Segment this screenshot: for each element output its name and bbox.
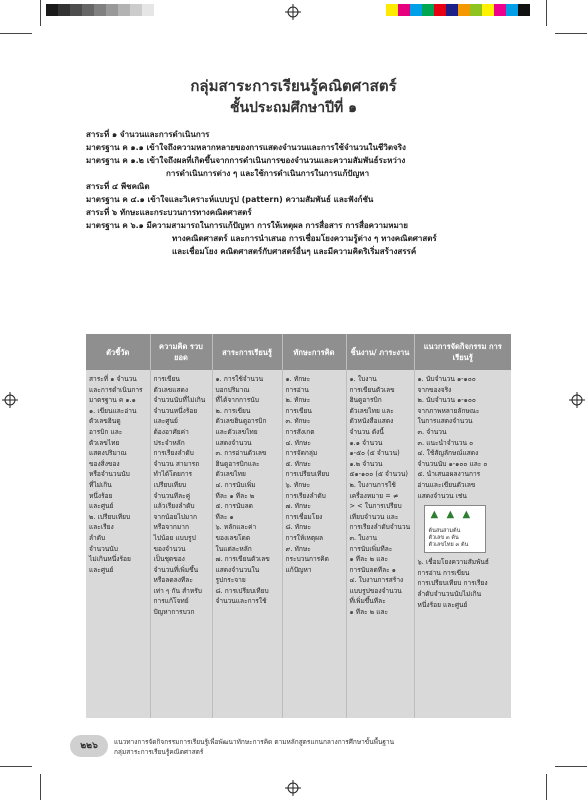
cell-concept	[150, 370, 212, 718]
color-swatch	[422, 4, 434, 16]
cell-text-line: ๑.๑ จำนวน	[349, 438, 383, 447]
cell-text-line: ไปน้อย แบบรูป	[153, 533, 196, 542]
color-swatch	[70, 4, 82, 16]
color-swatch	[118, 4, 130, 16]
standard-line-continued: การดำเนินการต่าง ๆ และใช้การดำเนินการในการแก้ปัญหา	[166, 169, 370, 178]
cell-text-line: ๕. ทักษะ	[285, 459, 311, 468]
cell-text-line: ทีละ ๑ ทีละ ๒	[215, 491, 255, 500]
cell-text-line: ในการแสดงจำนวน	[417, 417, 473, 426]
cell-text-line: จำนวนหนึ่งร้อย	[153, 406, 198, 415]
cell-text-line: รูปกระจาย	[215, 576, 246, 585]
cell-text-line: ๙. ทักษะ	[285, 544, 311, 553]
cell-text-line: การอ่าน การเขียน	[417, 568, 470, 577]
trees-figure	[424, 505, 486, 553]
crop-mark	[555, 766, 587, 767]
cell-text-line: การเขียน	[285, 406, 312, 415]
page-title: กลุ่มสาระการเรียนรู้คณิตศาสตร์	[190, 77, 397, 95]
cell-text-line: แสดงจำนวน	[215, 438, 252, 447]
cell-text-line: เป็นชุดของ	[153, 555, 185, 564]
crop-mark	[0, 766, 32, 767]
cell-text-line: การเปรียบเทียบ การเรียง	[417, 579, 488, 588]
cell-text-line: เทียบจำนวน และ	[349, 512, 399, 521]
header-thinking-skills: ทักษะการคิด	[282, 334, 346, 370]
cell-text-line: ตัวเลขแสดง	[153, 385, 189, 394]
crop-mark	[546, 774, 547, 800]
cell-text-line: จำนวนนับที่ไม่เกิน	[153, 396, 206, 405]
registration-mark-left-icon	[2, 392, 18, 408]
color-swatch	[106, 4, 118, 16]
cell-text-line: ๑. การใช้จำนวน	[215, 375, 264, 383]
cell-text-line: > < ในการเปรียบ	[349, 502, 402, 511]
color-swatch	[494, 4, 506, 16]
cell-text-line: เปรียบเทียบ	[153, 480, 187, 489]
cell-text-line: การจัดกลุ่ม	[285, 449, 318, 458]
cell-text-line: อ่านและเขียนตัวเลข	[417, 480, 476, 489]
cell-text-line: แสดงจำนวนใน	[215, 565, 260, 574]
cell-text-line: และเรียง	[89, 523, 114, 532]
color-swatch	[82, 4, 94, 16]
cell-text-line: ๑-๕๐ (๕ จำนวน)	[349, 449, 400, 458]
cell-text-line: ๒. ทักษะ	[285, 396, 311, 405]
cell-text-line: จำนวนทีละคู่	[153, 491, 191, 500]
tree-icon: ▲	[446, 509, 455, 521]
page-subtitle: ชั้นประถมศึกษาปีที่ ๑	[229, 100, 358, 116]
cell-text-line: มาตรฐาน ค ๑.๑	[89, 396, 136, 405]
cell-text-line: ๒. การเขียน	[215, 406, 251, 415]
color-swatch	[434, 4, 446, 16]
cell-text-line: ตัวเลขฮินดูอารบิก	[215, 417, 267, 426]
cell-text-line: จำนวนนับ	[89, 544, 118, 553]
cell-text-line: กระบวนการคิด	[285, 555, 329, 564]
cell-text-line: ๓. การอ่านตัวเลข	[215, 449, 267, 458]
cell-text-line: และตัวเลขไทย	[215, 427, 258, 436]
cell-text-line: ของจำนวน	[153, 544, 186, 553]
cell-text-line: ๓. จำนวน	[417, 427, 447, 436]
cell-text-line: ฮินดูอารบิก	[349, 396, 382, 405]
registration-mark-top-icon	[285, 4, 301, 20]
tree-icon: ▲	[462, 509, 471, 521]
cell-text-line: ๑. ทักษะ	[285, 375, 311, 383]
cell-text-line: ๒. เปรียบเทียบ	[89, 512, 131, 521]
cell-text-line: ตัวเลขไทย และ	[349, 406, 394, 415]
cell-text-line: การแก้โจทย์	[153, 597, 189, 606]
cell-text-line: การเขียน	[153, 375, 180, 383]
cell-text-line: การสังเกต	[285, 427, 315, 436]
color-swatch	[154, 4, 166, 16]
cell-text-line: ลำดับ	[89, 533, 106, 542]
cell-text-line: และศูนย์	[153, 417, 178, 426]
tree-icon: ▲	[430, 509, 439, 521]
color-swatch	[130, 4, 142, 16]
cell-text-line: ต้องอาศัยค่า	[153, 427, 189, 436]
cell-text-line: แสดงจำนวน เช่น	[417, 491, 467, 500]
cell-text-line: ๑ ทีละ ๒ และ	[349, 555, 389, 564]
cell-text-line: เครื่องหมาย = ≠	[349, 491, 399, 500]
color-swatch	[142, 4, 154, 16]
color-swatch	[46, 4, 58, 16]
standard-line: มาตรฐาน ค ๖.๑ มีความสามารถในการแก้ปัญหา การให้เหตุผล การสื่อสาร การสื่อความหมาย	[86, 221, 408, 230]
cell-text-line: หรือจากมาก	[153, 523, 189, 532]
registration-mark-bottom-icon	[285, 780, 301, 796]
color-swatch	[398, 4, 410, 16]
cell-text-line: การเขียนตัวเลข	[349, 385, 395, 394]
cell-text-line: การเชื่อมโยง	[285, 512, 323, 521]
crop-mark	[40, 774, 41, 800]
cell-text-line: จำนวนที่เพิ่มขึ้น	[153, 565, 199, 574]
cell-text-line: หรือจำนวนนับ	[89, 470, 130, 479]
color-swatch	[470, 4, 482, 16]
cell-text-line: แบบรูปของจำนวน	[349, 586, 402, 595]
cell-text-line: ปัญหาการบวก	[153, 608, 195, 617]
standard-line: มาตรฐาน ค ๑.๑ เข้าใจถึงความหลากหลายของการแสดงจำนวนและการใช้จำนวนในชีวิตจริง	[86, 143, 406, 152]
cell-text-line: ๑. นับจำนวน ๑-๑๐๐	[417, 375, 476, 383]
color-swatch	[446, 4, 458, 16]
cell-text-line: ไม่เกินหนึ่งร้อย	[89, 555, 131, 564]
cell-thinking-skills	[282, 370, 346, 718]
cell-text-line: ๔. ใบงานการสร้าง	[349, 576, 404, 585]
crop-mark	[0, 33, 32, 34]
cell-text-line: ที่ได้จากการนับ	[215, 396, 259, 405]
cell-text-line: ๑. เขียนและอ่าน	[89, 406, 137, 415]
figure-caption: ต้นสนสามต้น ตัวเลข ๓ ต้น ตัวเลขไทย ๓ ต้น	[428, 528, 469, 549]
crop-mark	[546, 0, 547, 26]
cell-text-line: ๓. แนะนำจำนวน ๐	[417, 438, 474, 447]
color-swatch	[518, 4, 530, 16]
table-header-row	[86, 334, 511, 370]
cell-text-line: จากน้อยไปมาก	[153, 512, 197, 521]
cell-text-line: ๖. หลักและค่า	[215, 523, 257, 532]
color-swatch	[94, 4, 106, 16]
cell-text-line: ตัวเลขฮินดู	[89, 417, 121, 426]
color-swatch	[410, 4, 422, 16]
standard-line: มาตรฐาน ค ๔.๑ เข้าใจและวิเคราะห์แบบรูป (pattern) ความสัมพันธ์ และฟังก์ชัน	[86, 195, 374, 204]
cell-text-line: การเรียงลำดับ	[285, 491, 326, 500]
color-swatch	[482, 4, 494, 16]
cell-text-line: ของเลขโดด	[215, 533, 251, 542]
cell-text-line: บอกปริมาณ	[215, 385, 250, 394]
activities-list	[418, 374, 510, 501]
strand-heading: สาระที่ ๑ จำนวนและการดำเนินการ	[86, 130, 210, 139]
crop-mark	[40, 0, 41, 26]
cell-text-line: แก้ปัญหา	[285, 565, 312, 574]
table-row	[86, 370, 511, 718]
registration-mark-right-icon	[569, 392, 585, 408]
cell-text-line: ๖. ทักษะ	[285, 480, 311, 489]
cell-text-line: การอ่าน	[285, 385, 309, 394]
cell-text-line: ๓. ทักษะ	[285, 417, 311, 426]
standards-list	[86, 128, 511, 258]
crop-mark	[555, 33, 587, 34]
cell-text-line: การนับเพิ่มทีละ	[349, 544, 393, 553]
cell-text-line: ๘. การเปรียบเทียบ	[215, 586, 269, 595]
color-swatch	[386, 4, 398, 16]
cell-text-line: ประจำหลัก	[153, 438, 185, 447]
cell-text-line: ๑.๒ จำนวน	[349, 459, 383, 468]
cell-text-line: ๓. ใบงาน	[349, 533, 378, 542]
cell-text-line: อารบิก และ	[89, 427, 123, 436]
cell-text-line: และศูนย์	[89, 502, 114, 511]
cell-text-line: ๖. เชื่อมโยงความสัมพันธ์	[417, 558, 489, 567]
cell-text-line: ๒. ใบงานการใช้	[349, 480, 396, 489]
color-swatch	[458, 4, 470, 16]
cell-text-line: แล้วเรียงลำดับ	[153, 502, 195, 511]
cell-tasks	[346, 370, 414, 718]
gray-color-bar	[46, 4, 166, 16]
cell-text-line: ที่ไม่เกิน	[89, 480, 112, 489]
color-bar	[386, 4, 530, 16]
cell-content	[212, 370, 282, 718]
cell-text-line: หนึ่งร้อย และศูนย์	[417, 600, 468, 609]
cell-text-line: ๒. นับจำนวน ๑-๑๐๐	[417, 396, 476, 405]
cell-text-line: ทำได้โดยการ	[153, 470, 193, 479]
footer-line-1: แนวทางการจัดกิจกรรมการเรียนรู้เพื่อพัฒนาทักษะการคิด ตามหลักสูตรแกนกลางการศึกษาขั้นพื้นฐาน	[114, 738, 395, 746]
header-content: สาระการเรียนรู้	[212, 334, 282, 370]
cell-text-line: และการดำเนินการ	[89, 385, 143, 394]
cell-text-line: ทีละ ๑	[215, 512, 234, 521]
cell-text-line: การเปรียบเทียบ	[285, 470, 330, 479]
cell-text-line: จากของจริง	[417, 385, 452, 394]
footer-line-2: กลุ่มสาระการเรียนรู้คณิตศาสตร์	[114, 748, 204, 756]
cell-text-line: ในแต่ละหลัก	[215, 544, 252, 553]
cell-text-line: การนับลดทีละ ๑	[349, 565, 396, 574]
cell-text-line: ฮินดูอารบิกและ	[215, 459, 260, 468]
cell-text-line: เท่า ๆ กัน สำหรับ	[153, 586, 202, 595]
cell-text-line: ๕. นำเสนอผลงานการ	[417, 470, 481, 479]
cell-text-line: ของสิ่งของ	[89, 459, 120, 468]
strand-heading: สาระที่ ๖ ทักษะและกระบวนการทางคณิตศาสตร์	[86, 208, 252, 217]
curriculum-table	[86, 334, 511, 718]
cell-text-line: ๑ ทีละ ๒ และ	[349, 608, 389, 617]
cell-text-line: จากภาพหลายลักษณะ	[417, 406, 480, 415]
cell-text-line: การให้เหตุผล	[285, 533, 324, 542]
cell-text-line: ๘. ทักษะ	[285, 523, 312, 532]
cell-text-line: การเรียงลำดับจำนวน	[349, 523, 411, 532]
standard-line-continued: ทางคณิตศาสตร์ และการนำเสนอ การเชื่อมโยงความรู้ต่าง ๆ ทางคณิตศาสตร์	[172, 234, 437, 243]
cell-text-line: ที่เพิ่มขึ้นทีละ	[349, 597, 386, 606]
color-swatch	[58, 4, 70, 16]
cell-text-line: ๗. ทักษะ	[285, 502, 311, 511]
cell-text-line: ลำดับจำนวนนับไม่เกิน	[417, 589, 482, 598]
cell-indicator	[86, 370, 150, 718]
cell-text-line: ๔. ทักษะ	[285, 438, 311, 447]
cell-text-line: การเรียงลำดับ	[153, 449, 194, 458]
standard-line: มาตรฐาน ค ๑.๒ เข้าใจถึงผลที่เกิดขึ้นจากการดำเนินการของจำนวนและความสัมพันธ์ระหว่าง	[86, 156, 406, 165]
header-concept: ความคิด รวบยอด	[150, 334, 212, 370]
cell-text-line: และศูนย์	[89, 565, 114, 574]
strand-heading: สาระที่ ๔ พีชคณิต	[86, 182, 150, 191]
cell-text-line: สาระที่ ๑ จำนวน	[89, 375, 137, 383]
activities-list-continued	[418, 557, 510, 610]
cell-text-line: ตัวเลขไทย	[89, 438, 120, 447]
header-tasks: ชิ้นงาน/ ภาระงาน	[346, 334, 414, 370]
cell-text-line: จำนวนนับ ๑-๑๐๐ และ ๐	[417, 459, 488, 468]
header-activities: แนวการจัดกิจกรรม การเรียนรู้	[414, 334, 511, 370]
cell-text-line: ๔. ใช้สัญลักษณ์แสดง	[417, 449, 479, 458]
cell-text-line: ๕๑-๑๐๐ (๕ จำนวน)	[349, 470, 408, 479]
cell-text-line: ๕. การนับลด	[215, 502, 253, 511]
cell-activities	[414, 370, 511, 718]
header-indicator: ตัวชี้วัด	[86, 334, 150, 370]
cell-text-line: ๑. ใบงาน	[349, 375, 377, 383]
color-swatch	[506, 4, 518, 16]
cell-text-line: ๔. การนับเพิ่ม	[215, 480, 256, 489]
cell-text-line: ตัวเลขไทย	[215, 470, 246, 479]
standard-line-continued: และเชื่อมโยง คณิตศาสตร์กับศาสตร์อื่นๆ และมีความคิดริเริ่มสร้างสรรค์	[172, 247, 417, 256]
cell-text-line: หรือลดลงทีละ	[153, 576, 193, 585]
cell-text-line: ตัวหนังสือแสดง	[349, 417, 394, 426]
page-number: ๒๒๖	[70, 735, 108, 757]
cell-text-line: จำนวน ดังนี้	[349, 427, 384, 436]
cell-text-line: หนึ่งร้อย	[89, 491, 113, 500]
cell-text-line: จำนวน สามารถ	[153, 459, 200, 468]
cell-text-line: ๗. การเขียนตัวเลข	[215, 555, 270, 564]
cell-text-line: จำนวนและการใช้	[215, 597, 267, 606]
cell-text-line: แสดงปริมาณ	[89, 449, 127, 458]
